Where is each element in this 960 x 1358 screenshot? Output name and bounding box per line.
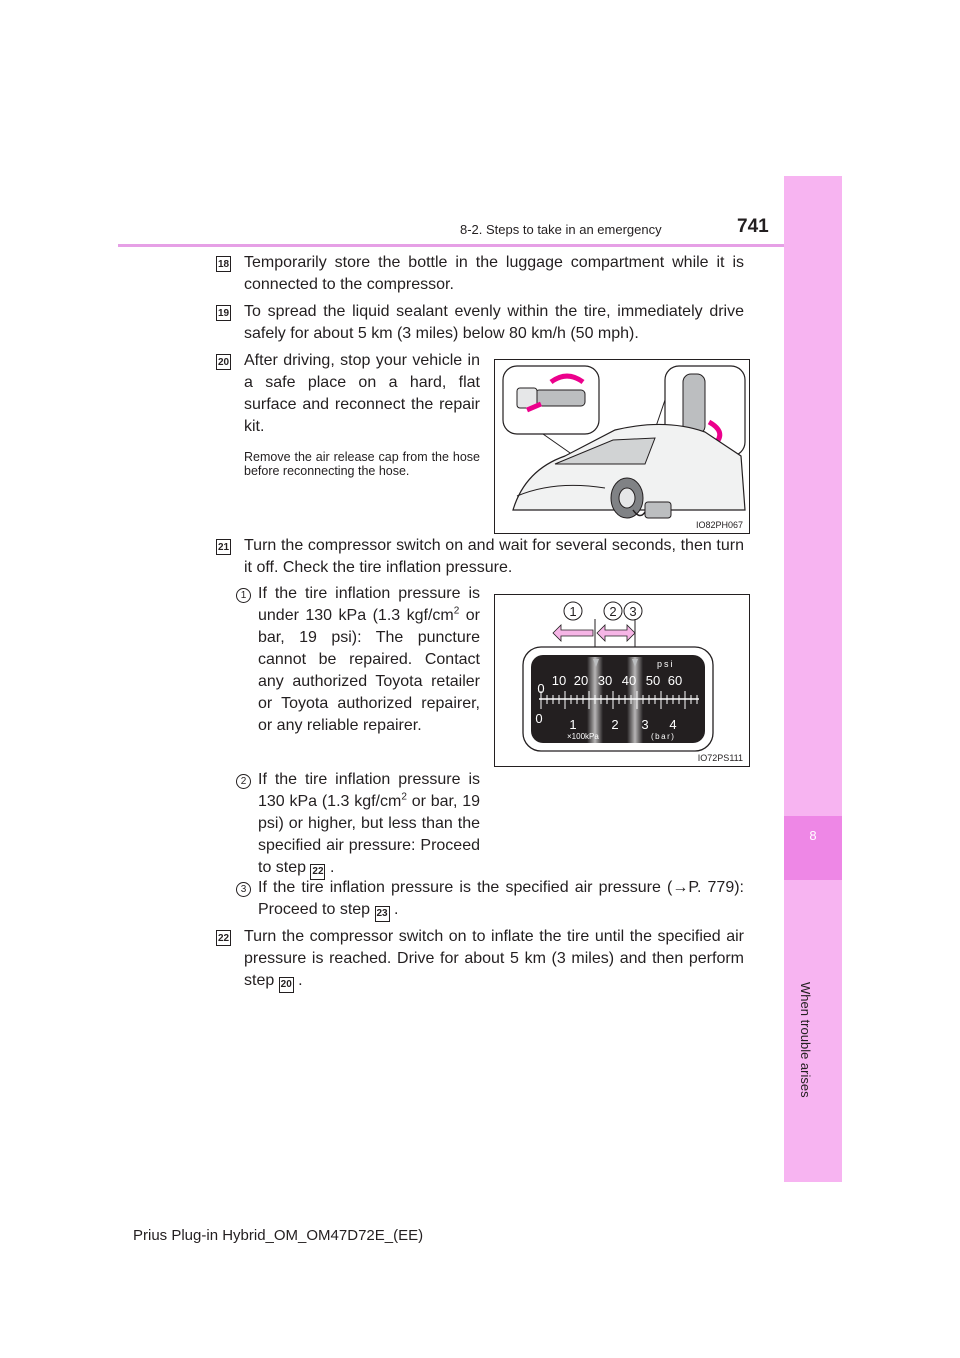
item-2-text-b: or bar, 19 psi) or higher, but less than the specified air pressure: Proceed to step bbox=[258, 793, 481, 876]
psi-tick-label: 0 bbox=[537, 681, 545, 696]
item-1-text-b: or bar, 19 psi): The puncture cannot be repaired. Contact any authorized Toyota retailer or Toyota authorized repairer, or any reliable repairer. bbox=[258, 607, 481, 734]
callout-3-label: 3 bbox=[629, 604, 637, 619]
item-2-text bbox=[258, 769, 480, 880]
step-19-text: To spread the liquid sealant evenly within the tire, immediately drive safely for about 5 km (3 miles) below 80 km/h (50 mph). bbox=[244, 303, 744, 342]
item-1-superscript: 2 bbox=[453, 605, 460, 617]
item-2-text-a: If the tire inflation pressure is 130 kPa (1.3 kgf/cm bbox=[258, 771, 480, 810]
chapter-title-text: When trouble arises bbox=[798, 982, 813, 1098]
chapter-side-tab bbox=[784, 176, 842, 1182]
item-number-1: 1 bbox=[236, 588, 251, 603]
step-ref-22[interactable]: 22 bbox=[310, 864, 325, 880]
step-number-22: 22 bbox=[216, 930, 231, 946]
step-20-note: Remove the air release cap from the hose before reconnecting the hose. bbox=[244, 450, 480, 478]
figure-code-io72ps111: IO72PS111 bbox=[697, 753, 743, 763]
repair-kit-illustration bbox=[494, 359, 750, 534]
item-1-text-a: If the tire inflation pressure is under 130 kPa (1.3 kgf/cm bbox=[258, 585, 480, 624]
item-2-superscript: 2 bbox=[401, 791, 407, 803]
unit-kpa-label: ×100kPa bbox=[567, 732, 599, 741]
step-22-text-end: . bbox=[298, 972, 303, 989]
psi-label: psi bbox=[657, 659, 675, 669]
item-number-3: 3 bbox=[236, 882, 251, 897]
step-22-text bbox=[244, 926, 744, 993]
psi-tick-label: 60 bbox=[667, 673, 683, 688]
item-number-2: 2 bbox=[236, 774, 251, 789]
step-22-text-main: Turn the compressor switch on to inflate the tire until the specified air pressure is reached. Drive for about 5 km (3 miles) and then perform step bbox=[244, 928, 744, 989]
item-1-text bbox=[258, 583, 480, 737]
step-ref-23[interactable]: 23 bbox=[375, 906, 390, 922]
step-20-text: After driving, stop your vehicle in a safe place on a hard, flat surface and reconnect the repair kit. bbox=[244, 352, 480, 435]
item-3-text-a: If the tire inflation pressure is the specified air pressure (→P. 779): Proceed to step bbox=[258, 879, 744, 918]
document-footer: Prius Plug-in Hybrid_OM_OM47D72E_(EE) bbox=[133, 1227, 424, 1244]
callout-1-label: 1 bbox=[569, 604, 577, 619]
chapter-number: 8 bbox=[809, 828, 817, 843]
bar-tick-label: 0 bbox=[535, 711, 543, 726]
car-repair-kit-drawing bbox=[495, 360, 749, 533]
step-21-text: Turn the compressor switch on and wait for several seconds, then turn it off. Check the tire inflation pressure. bbox=[244, 537, 744, 576]
step-number-20: 20 bbox=[216, 354, 231, 370]
item-3-text bbox=[258, 877, 744, 922]
range-arrow-low bbox=[553, 625, 593, 641]
section-title: 8-2. Steps to take in an emergency bbox=[460, 222, 662, 237]
item-2-text-c: . bbox=[329, 859, 335, 876]
bar-tick-label: 1 bbox=[569, 717, 577, 732]
chapter-title bbox=[798, 982, 813, 1098]
pressure-gauge-drawing bbox=[495, 595, 749, 766]
chapter-number-block bbox=[784, 816, 842, 880]
range-arrow-mid bbox=[597, 625, 635, 641]
bar-tick-label: 3 bbox=[641, 717, 649, 732]
header-rule bbox=[118, 244, 842, 247]
figure-code-io82ph067: IO82PH067 bbox=[695, 520, 743, 530]
step-18-text: Temporarily store the bottle in the luggage compartment while it is connected to the compressor. bbox=[244, 254, 744, 293]
psi-tick-label: 40 bbox=[621, 673, 637, 688]
pressure-gauge-illustration bbox=[494, 594, 750, 767]
item-3-text-b: . bbox=[393, 901, 399, 918]
psi-tick-label: 50 bbox=[645, 673, 661, 688]
callout-2-label: 2 bbox=[609, 604, 617, 619]
step-ref-20[interactable]: 20 bbox=[279, 977, 294, 993]
step-number-18: 18 bbox=[216, 256, 231, 272]
step-number-19: 19 bbox=[216, 305, 231, 321]
psi-tick-label: 10 bbox=[551, 673, 567, 688]
step-number-21: 21 bbox=[216, 539, 231, 555]
unit-bar-label: (bar) bbox=[651, 732, 676, 741]
psi-tick-label: 20 bbox=[573, 673, 589, 688]
page-number: 741 bbox=[737, 216, 769, 237]
bar-tick-label: 2 bbox=[611, 717, 619, 732]
psi-tick-label: 30 bbox=[597, 673, 613, 688]
bar-tick-label: 4 bbox=[669, 717, 677, 732]
